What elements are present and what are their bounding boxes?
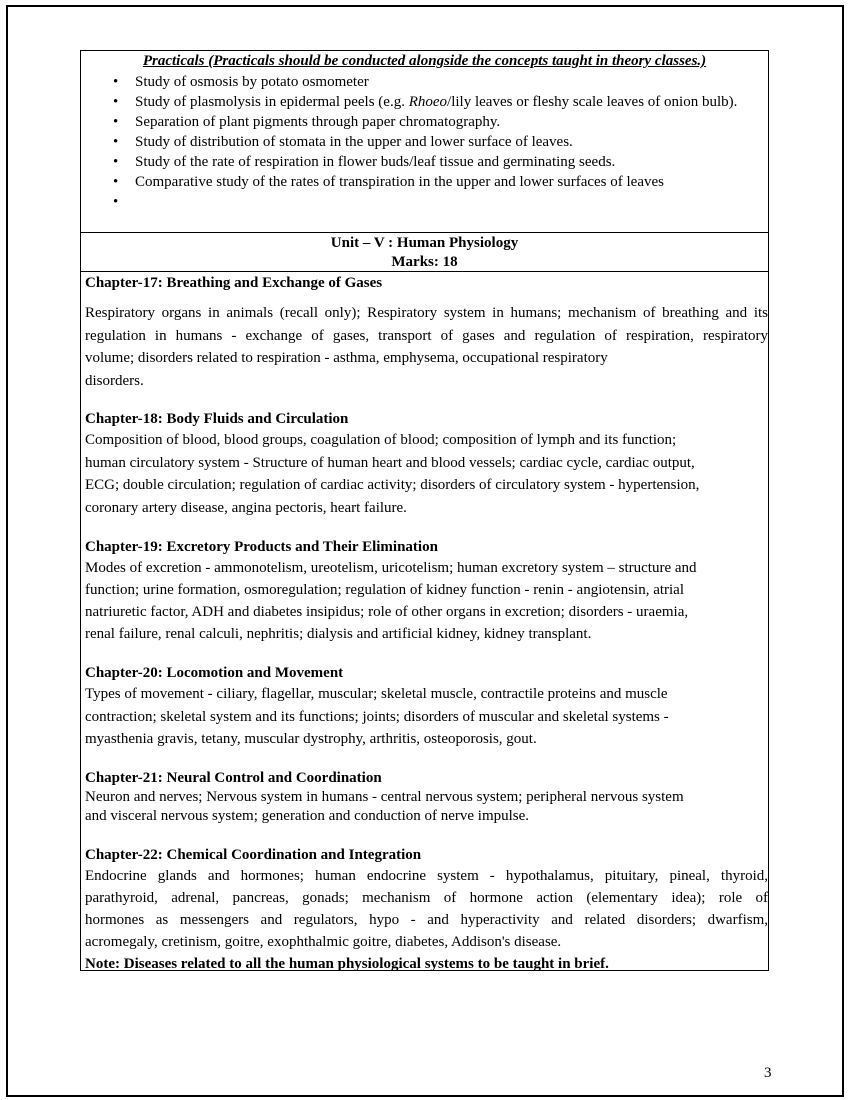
chapter-title: Chapter-17: Breathing and Exchange of Gases (85, 275, 383, 291)
chapter-text-line: natriuretic factor, ADH and diabetes insipidus; role of other organs in excretion; disorders - uraemia, (85, 604, 689, 620)
chapter-title: Chapter-19: Excretory Products and Their Elimination (85, 539, 438, 555)
row-divider (81, 271, 768, 272)
page-number: 3 (764, 1065, 772, 1081)
list-item: • Study of the rate of respiration in flower buds/leaf tissue and germinating seeds. (135, 152, 765, 172)
chapter-text-line: hormones as messengers and regulators, hypo - and hyperactivity and related disorders; dwarfism, (85, 912, 768, 928)
syllabus-table (80, 50, 769, 971)
chapter-text-line: function; urine formation, osmoregulation; regulation of kidney function - renin - angiotensin, atrial (85, 582, 685, 598)
unit-marks: Marks: 18 (391, 254, 458, 270)
row-divider (81, 232, 768, 233)
chapter-text-line: myasthenia gravis, tetany, muscular dystrophy, arthritis, osteoporosis, gout. (85, 731, 537, 747)
list-item-empty (135, 192, 765, 212)
chapter-title: Chapter-20: Locomotion and Movement (85, 665, 344, 681)
chapter-title: Chapter-22: Chemical Coordination and Integration (85, 847, 422, 863)
list-item: • Comparative study of the rates of transpiration in the upper and lower surfaces of leaves (135, 172, 765, 192)
chapter-text-line: acromegaly, cretinism, goitre, exophthalmic goitre, diabetes, Addison's disease. (85, 934, 562, 950)
chapter-text-line: contraction; skeletal system and its functions; joints; disorders of muscular and skeletal systems - (85, 708, 669, 725)
item-text: /lily leaves or fleshy scale leaves of onion bulb). (447, 94, 738, 110)
chapter-text-line: ECG; double circulation; regulation of cardiac activity; disorders of circulatory system - hypertension, (85, 477, 700, 493)
chapter-text-line: disorders. (85, 372, 144, 389)
chapter-text-line: Endocrine glands and hormones; human endocrine system - hypothalamus, pituitary, pineal, thyroid, (85, 868, 768, 884)
chapter-text-line: Respiratory organs in animals (recall only); Respiratory system in humans; mechanism of breathing and its (85, 305, 768, 321)
chapter-text-line: volume; disorders related to respiration - asthma, emphysema, occupational respiratory (85, 350, 608, 366)
chapter-19 (85, 538, 768, 645)
chapter-text-line: Neuron and nerves; Nervous system in humans - central nervous system; peripheral nervous system (85, 789, 684, 805)
list-item: • Study of osmosis by potato osmometer (135, 72, 765, 92)
list-item: • Separation of plant pigments through paper chromatography. (135, 112, 765, 132)
chapter-text-line: coronary artery disease, angina pectoris, heart failure. (85, 499, 407, 516)
chapter-text-line: human circulatory system - Structure of human heart and blood vessels; cardiac cycle, cardiac output, (85, 454, 695, 471)
chapter-text-line: parathyroid, adrenal, pancreas, gonads; mechanism of hormone action (elementary idea); role of (85, 890, 768, 906)
species-name: Rhoeo (408, 94, 448, 110)
chapter-18 (85, 410, 768, 519)
list-item (135, 92, 765, 112)
unit-title: Unit – V : Human Physiology (330, 235, 519, 251)
practicals-title: Practicals (Practicals should be conducted alongside the concepts taught in theory classes.) (142, 53, 707, 69)
list-item: • Study of distribution of stomata in the upper and lower surface of leaves. (135, 132, 765, 152)
chapter-22 (85, 846, 768, 975)
chapter-title: Chapter-21: Neural Control and Coordination (85, 770, 382, 786)
chapter-text-line: Modes of excretion - ammonotelism, ureotelism, uricotelism; human excretory system – structure and (85, 560, 697, 576)
note: Note: Diseases related to all the human physiological systems to be taught in brief. (85, 956, 609, 972)
practicals-list (81, 72, 765, 212)
chapter-text-line: Types of movement - ciliary, flagellar, muscular; skeletal muscle, contractile proteins and muscle (85, 686, 668, 702)
chapter-title: Chapter-18: Body Fluids and Circulation (85, 411, 349, 427)
chapter-20 (85, 664, 768, 751)
chapter-17 (85, 274, 768, 392)
chapter-text-line: and visceral nervous system; generation and conduction of nerve impulse. (85, 808, 530, 824)
chapter-21 (85, 769, 768, 826)
chapter-text-line: renal failure, renal calculi, nephritis; dialysis and artificial kidney, kidney transplant. (85, 626, 592, 642)
chapter-text-line: Composition of blood, blood groups, coagulation of blood; composition of lymph and its function; (85, 432, 677, 448)
chapter-text-line: regulation in humans - exchange of gases, transport of gases and regulation of respiration, respiratory (85, 327, 768, 344)
item-text: Study of plasmolysis in epidermal peels (e.g. (135, 94, 409, 110)
